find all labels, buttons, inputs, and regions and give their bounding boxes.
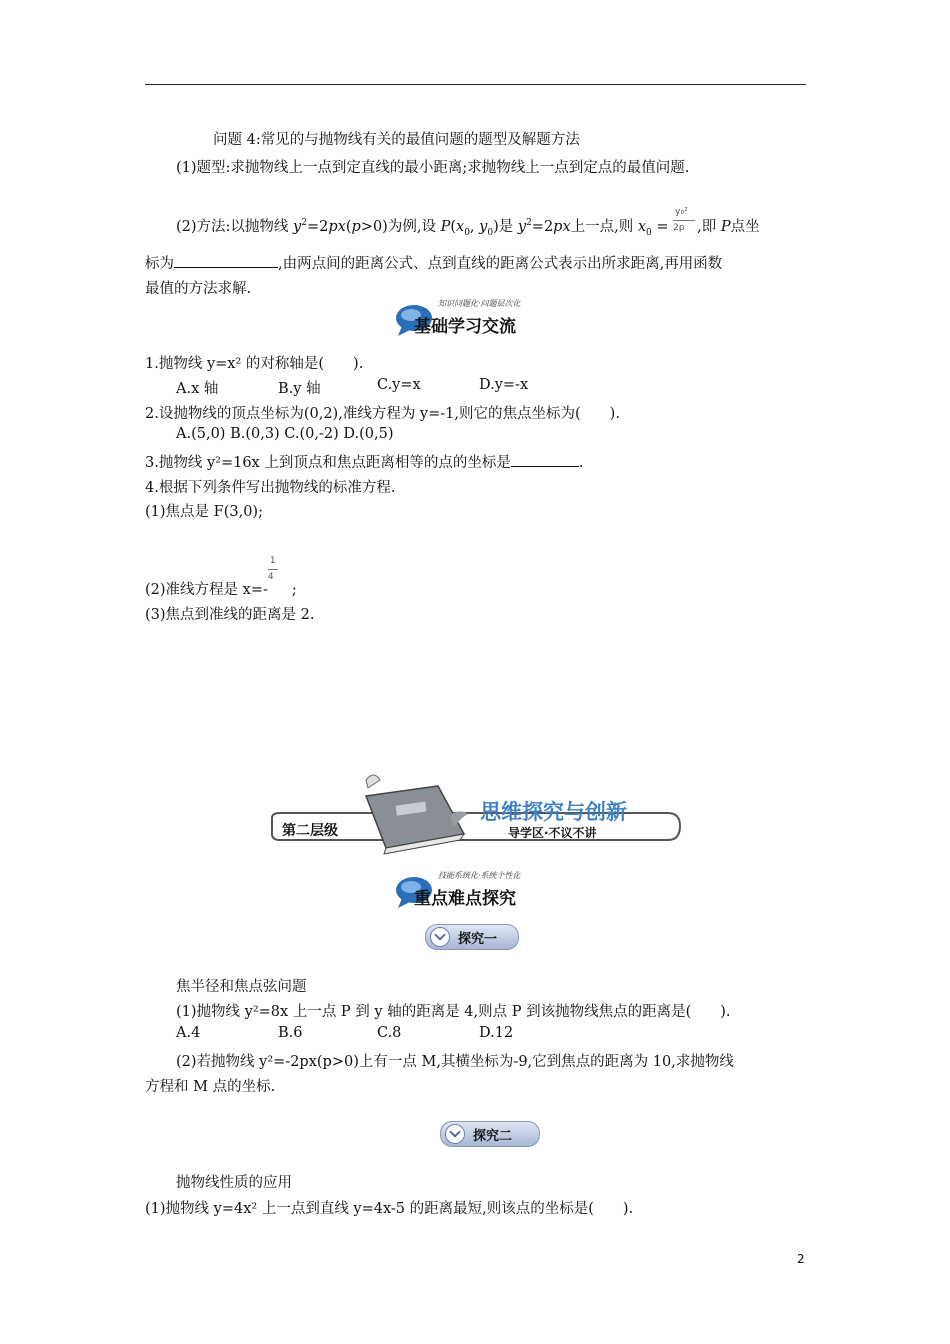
q4-method-line: (2)方法:以抛物线 $y^2=2px(p>0)$为例,设 $P(x_0$, $y_0$)是 $y^2=2px$上一点,则 $x_0$ = $\frac{\text{y₀²}}{2p}$ ,即 P点坐 xyxy=(176,207,760,238)
exercise-3: 3.抛物线 y²=16x 上到顶点和焦点距离相等的点的坐标是 . xyxy=(145,455,584,471)
explore-one-q2: (2)若抛物线 y²=-2px(p>0)上有一点 M,其横坐标为-9,它到焦点的距离为 10,求抛物线 xyxy=(176,1054,734,1070)
exercise-1: 1.抛物线 y=x² 的对称轴是( ). xyxy=(145,356,364,372)
banner-key-title: 重点难点探究 xyxy=(414,889,516,909)
fraction-y0sq-over-2p: $\frac{\text{y₀²}}{2p}$ xyxy=(673,207,697,237)
exercise-2: 2.设抛物线的顶点坐标为(0,2),准线方程为 y=-1,则它的焦点坐标为( ). xyxy=(145,406,620,422)
explore-two-q1: (1)抛物线 y=4x² 上一点到直线 y=4x-5 的距离最短,则该点的坐标是( ). xyxy=(145,1201,634,1217)
q4-method-line3: 最值的方法求解. xyxy=(145,281,252,297)
book-icon xyxy=(368,788,369,789)
q4-type-line: (1)题型:求抛物线上一点到定直线的最小距离;求抛物线上一点到定点的最值问题. xyxy=(176,160,690,176)
banner-level-two xyxy=(268,768,686,858)
explore-one-option-a: A.4 xyxy=(176,1025,201,1041)
explore-one-label: 探究一 xyxy=(425,924,519,950)
banner-key-subtitle: 技能系统化·系统个性化 xyxy=(438,871,521,880)
exercise-4-part-1: (1)焦点是 F(3,0); xyxy=(145,504,263,520)
q4-method-line2: 标为 ,由两点间的距离公式、点到直线的距离公式表示出所求距离,再用函数 xyxy=(145,256,723,272)
banner-key-difficult xyxy=(394,870,564,910)
exercise-4-part-2: (2)准线方程是 x=- $\frac{1}{4}$ ; xyxy=(145,556,297,598)
chevron-down-icon xyxy=(445,1124,465,1144)
banner-basic-learning xyxy=(394,298,564,338)
page-number: 2 xyxy=(797,1252,805,1266)
fraction-one-quarter: $\frac{1}{4}$ xyxy=(268,556,292,586)
banner-basic-subtitle: 知识问题化·问题层次化 xyxy=(438,299,521,308)
banner-level-label: 第二层级 xyxy=(282,823,338,839)
answer-blank[interactable] xyxy=(174,255,278,268)
banner-level-title: 思维探究与创新 xyxy=(480,800,627,824)
explore-one-option-c: C.8 xyxy=(377,1025,402,1041)
explore-one-heading: 焦半径和焦点弦问题 xyxy=(176,979,307,995)
explore-one-q2-cont: 方程和 M 点的坐标. xyxy=(145,1079,276,1095)
explore-one-option-d: D.12 xyxy=(479,1025,514,1041)
explore-one-q1: (1)抛物线 y²=8x 上一点 P 到 y 轴的距离是 4,则点 P 到该抛物线焦点的距离是( ). xyxy=(176,1004,731,1020)
header-rule xyxy=(145,84,806,85)
exercise-4: 4.根据下列条件写出抛物线的标准方程. xyxy=(145,480,396,496)
exercise-2-options: A.(5,0) B.(0,3) C.(0,-2) D.(0,5) xyxy=(176,426,394,442)
answer-blank[interactable] xyxy=(511,454,579,467)
explore-one-option-b: B.6 xyxy=(278,1025,303,1041)
exercise-4-part-3: (3)焦点到准线的距离是 2. xyxy=(145,607,315,623)
chevron-down-icon xyxy=(430,927,450,947)
banner-level-subtitle: 导学区·不议不讲 xyxy=(508,826,597,840)
exercise-1-option-a: A.x 轴 xyxy=(176,381,219,397)
exercise-1-option-d: D.y=-x xyxy=(479,377,529,393)
exercise-1-option-c: C.y=x xyxy=(377,377,421,393)
explore-two-heading: 抛物线性质的应用 xyxy=(176,1175,292,1191)
banner-basic-title: 基础学习交流 xyxy=(414,317,516,337)
q4-title: 问题 4:常见的与抛物线有关的最值问题的题型及解题方法 xyxy=(213,132,580,148)
exercise-1-option-b: B.y 轴 xyxy=(278,381,321,397)
explore-two-label: 探究二 xyxy=(440,1121,540,1147)
